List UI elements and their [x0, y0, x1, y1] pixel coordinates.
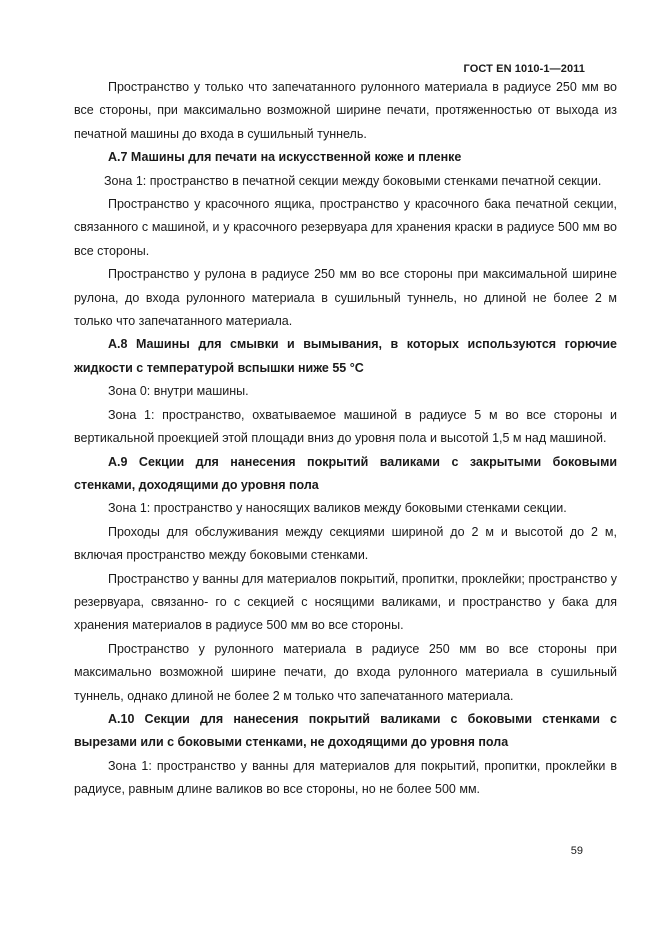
- paragraph: Пространство у ванны для материалов покрытий, пропитки, проклейки; пространство у резервуара, связанно- го с секцией с носящими валиками, и пространство у бака для хранения материалов в радиусе 500 мм во все стороны.: [74, 571, 617, 633]
- section-heading-a7: А.7 Машины для печати на искусственной коже и пленке: [108, 150, 462, 165]
- paragraph: Пространство у рулона в радиусе 250 мм во все стороны при максимальной ширине рулона, до входа рулонного материала в сушильный туннель, но длиной не более 2 м только что запечатанного материала.: [74, 267, 617, 329]
- paragraph: Зона 1: пространство, охватываемое машиной в радиусе 5 м во все стороны и вертикальной проекцией этой площади вниз до уровня пола и высотой 1,5 м над машиной.: [74, 407, 617, 446]
- paragraph: Зона 1: пространство у ванны для материалов для покрытий, пропитки, проклейки в радиусе, равным длине валиков во все стороны, но не более 500 мм.: [74, 758, 617, 797]
- paragraph: Зона 1: пространство у наносящих валиков между боковыми стенками секции.: [108, 501, 567, 516]
- section-heading-a9: А.9 Секции для нанесения покрытий валиками с закрытыми боковыми стенками, доходящими до уровня пола: [74, 454, 617, 492]
- paragraph: Зона 1: пространство в печатной секции между боковыми стенками печатной секции.: [104, 173, 602, 188]
- section-heading-a8: А.8 Машины для смывки и вымывания, в которых используются горючие жидкости с температурой вспышки ниже 55 °С: [74, 337, 617, 375]
- paragraph: Пространство у только что запечатанного рулонного материала в радиусе 250 мм во все стороны, при максимально возможной ширине печати, протяженностью от выхода из печатной машины до входа в сушильный туннель.: [74, 80, 617, 141]
- paragraph: Зона 0: внутри машины.: [108, 384, 249, 399]
- document-header: ГОСТ EN 1010-1—2011: [463, 63, 585, 75]
- document-body: [72, 76, 617, 802]
- paragraph: Проходы для обслуживания между секциями шириной до 2 м и высотой до 2 м, включая пространство между боковыми стенками.: [74, 524, 617, 563]
- paragraph: Пространство у красочного ящика, пространство у красочного бака печатной секции, связанного с машиной, и у красочного резервуара для хранения краски в радиусе 500 мм во все стороны.: [74, 197, 617, 258]
- paragraph: Пространство у рулонного материала в радиусе 250 мм во все стороны при максимально возможной ширине печати, до входа рулонного материала в сушильный туннель, однако длиной не более 2 м только что запечатанного материала.: [74, 641, 617, 703]
- section-heading-a10: А.10 Секции для нанесения покрытий валиками с боковыми стенками с вырезами или с боковыми стенками, не доходящими до уровня пола: [74, 711, 617, 750]
- page-number: 59: [570, 845, 583, 857]
